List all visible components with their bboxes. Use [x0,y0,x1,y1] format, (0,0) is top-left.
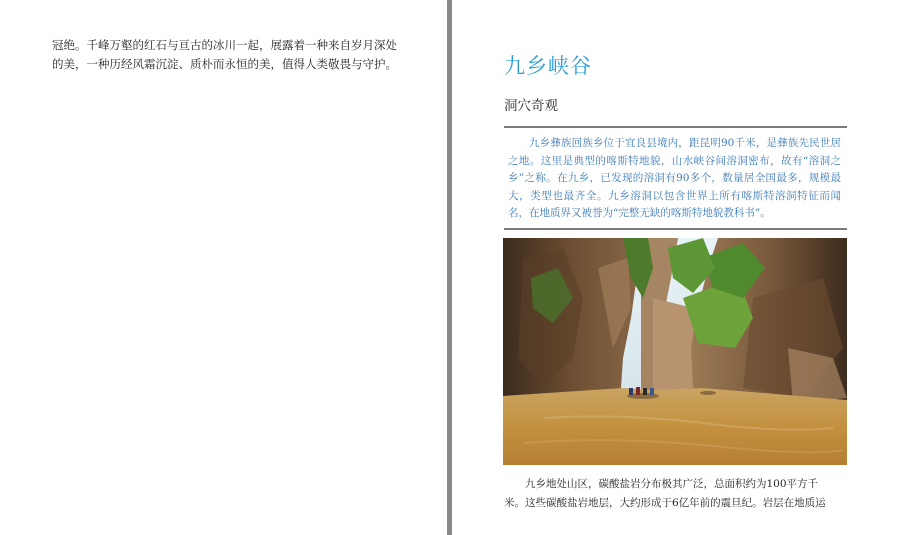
right-page [452,0,900,535]
intro-callout-text: 九乡彝族回族乡位于宜良县境内，距昆明90千米，是彝族先民世居之地。这里是典型的喀斯特地貌，山水峡谷间溶洞密布，故有“溶洞之乡”之称。在九乡，已发现的溶洞有90多个，数量居全国最多，规模最大，类型也最齐全。九乡溶洞以包含世界上所有喀斯特溶洞特征而闻名，在地质界又被誉为“完整无缺的喀斯特地貌教科书”。 [508,137,841,220]
left-page-paragraph: 冠绝。千峰万壑的红石与亘古的冰川一起，展露着一种来自岁月深处的美，一种历经风霜沉淀、质朴而永恒的美，值得人类敬畏与守护。 [52,38,397,71]
section-subtitle: 洞穴奇观 [504,98,558,114]
intro-callout-box [504,126,847,230]
left-page [0,0,447,535]
page-title: 九乡峡谷 [504,54,592,78]
canyon-river-photo [503,238,847,465]
body-paragraph: 九乡地处山区，碳酸盐岩分布极其广泛，总面积约为100平方千 米。这些碳酸盐岩地层，大约形成于6亿年前的震旦纪。岩层在地质运 [504,478,826,509]
